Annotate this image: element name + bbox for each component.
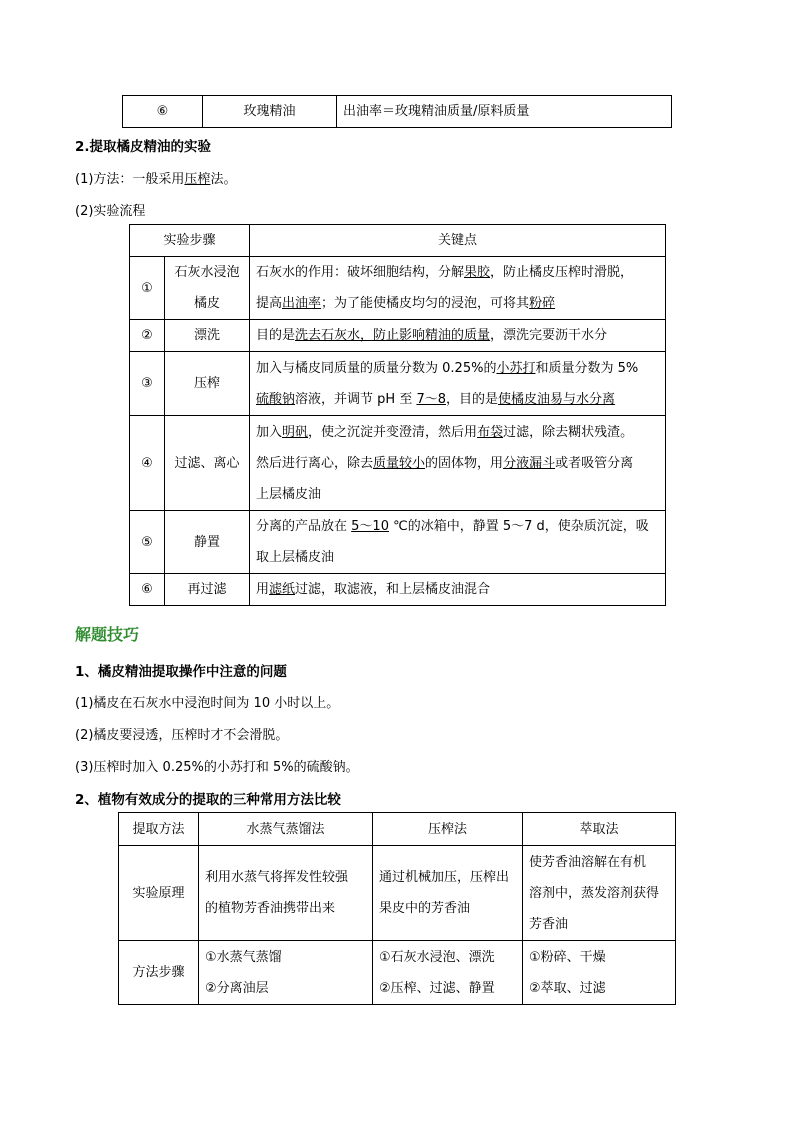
key-underlined: 洗去石灰水，防止影响精油的质量 [295,328,491,343]
key-text: ，防止橘皮压榨时滑脱， [490,265,634,280]
steps-cell [523,941,676,1005]
compare-header: 萃取法 [523,813,676,846]
key-underlined: 使橘皮油易与水分离 [498,391,616,407]
principle-cell [199,846,373,941]
key-underlined: 粉碎 [529,296,556,311]
flow-num: ④ [130,416,165,511]
key-text: 提高 [256,296,283,311]
key-text: 石灰水的作用：破坏细胞结构，分解 [256,265,465,280]
key-text: ，目的是 [446,391,499,407]
method-suffix: 法。 [210,172,237,187]
key-text: 或者吸管分离 [555,455,634,471]
cell-line: ①石灰水浸泡、漂洗 [379,949,495,965]
key-text: 目的是 [256,328,296,343]
key-underlined: 出油率 [282,296,322,311]
key-text: ℃的冰箱中，静置 5～7 d，使杂质沉淀，吸 [388,519,649,534]
section2-title: 2.提取橘皮精油的实验 [75,139,212,155]
flow-step: 压榨 [165,352,250,416]
key-underlined: 硫酸钠 [256,391,296,407]
flow-step: 过滤、离心 [165,416,250,511]
cell-line: ②压榨、过滤、静置 [379,980,495,996]
compare-header: 水蒸气蒸馏法 [199,813,373,846]
key-underlined: 质量较小 [373,455,426,471]
flow-step [165,257,250,320]
flow-step-text: 石灰水浸泡橘皮 [174,265,240,311]
key-text: 过滤，除去糊状残渣。 [503,424,634,440]
cell-line: 通过机械加压，压榨出 [379,870,510,885]
method-prefix: (1)方法：一般采用 [75,172,185,187]
flow-num: ② [130,320,165,352]
steps-cell [373,941,523,1005]
steps-cell [199,941,373,1005]
flow-key [250,511,666,574]
tips-heading-1: 1、橘皮精油提取操作中注意的问题 [75,664,287,680]
key-text: 加入 [256,424,283,440]
flow-num: ⑤ [130,511,165,574]
flow-num: ① [130,257,165,320]
key-underlined: 小苏打 [496,360,536,376]
top-num: ⑥ [123,96,203,128]
cell-line: ①水蒸气蒸馏 [205,949,282,965]
principle-label: 实验原理 [119,846,199,941]
flow-num: ⑥ [130,574,165,606]
top-table [122,95,672,128]
cell-line: 利用水蒸气将挥发性较强 [205,870,349,885]
top-name: 玫瑰精油 [203,96,337,128]
flow-step: 静置 [165,511,250,574]
tips-title: 解题技巧 [75,625,140,644]
flow-step: 漂洗 [165,320,250,352]
cell-line: 果皮中的芳香油 [379,901,471,916]
flow-header-key: 关键点 [250,225,666,257]
key-text: ，漂洗完要沥干水分 [490,328,608,343]
principle-cell [373,846,523,941]
key-text: 加入与橘皮同质量的质量分数为 0.25%的 [256,360,497,376]
key-text: 过滤，取滤液，和上层橘皮油混合 [295,582,491,597]
key-text: 溶液，并调节 pH 至 [295,391,417,407]
cell-line: 使芳香油溶解在有机 [529,854,647,870]
key-underlined: 果胶 [464,265,491,280]
key-underlined: 7～8 [416,391,447,407]
key-text: 取上层橘皮油 [256,550,335,565]
key-underlined: 明矾 [282,424,309,440]
top-key: 出油率＝玫瑰精油质量/原料质量 [337,96,672,128]
steps-label: 方法步骤 [119,941,199,1005]
key-underlined: 5～10 [351,519,389,534]
cell-line: 的植物芳香油携带出来 [205,901,336,916]
cell-line: 溶剂中，蒸发溶剂获得 [529,885,660,901]
cell-line: ①粉碎、干燥 [529,949,606,965]
flow-table [129,224,666,606]
tips-paragraph: (3)压榨时加入 0.25%的小苏打和 5%的硫酸钠。 [75,760,359,775]
flow-key [250,320,666,352]
key-underlined: 布袋 [477,424,504,440]
key-text: ，使之沉淀并变澄清，然后用 [308,424,478,440]
compare-header: 提取方法 [119,813,199,846]
key-text: 分离的产品放在 [256,519,352,534]
key-text: 的固体物，用 [425,455,504,471]
flow-key [250,257,666,320]
flow-key [250,416,666,511]
flow-header-step: 实验步骤 [130,225,250,257]
method-underlined: 压榨 [184,172,211,187]
method-line [75,168,236,187]
key-text: 上层橘皮油 [256,486,322,502]
principle-cell [523,846,676,941]
key-text: 用 [256,582,270,597]
key-text: 和质量分数为 5% [535,360,639,376]
cell-line: ②萃取、过滤 [529,980,606,996]
flow-step: 再过滤 [165,574,250,606]
tips-paragraph: (1)橘皮在石灰水中浸泡时间为 10 小时以上。 [75,696,340,711]
cell-line: ②分离油层 [205,980,269,996]
flow-key [250,574,666,606]
tips-heading-2: 2、植物有效成分的提取的三种常用方法比较 [75,792,341,808]
compare-table [118,812,676,1005]
flow-label: (2)实验流程 [75,204,146,219]
tips-paragraph: (2)橘皮要浸透，压榨时才不会滑脱。 [75,728,289,743]
key-underlined: 分液漏斗 [503,455,556,471]
key-text: 然后进行离心，除去 [256,455,374,471]
compare-header: 压榨法 [373,813,523,846]
key-underlined: 滤纸 [269,582,296,597]
flow-num: ③ [130,352,165,416]
key-text: ；为了能使橘皮均匀的浸泡，可将其 [321,296,530,311]
flow-key [250,352,666,416]
cell-line: 芳香油 [529,916,569,932]
